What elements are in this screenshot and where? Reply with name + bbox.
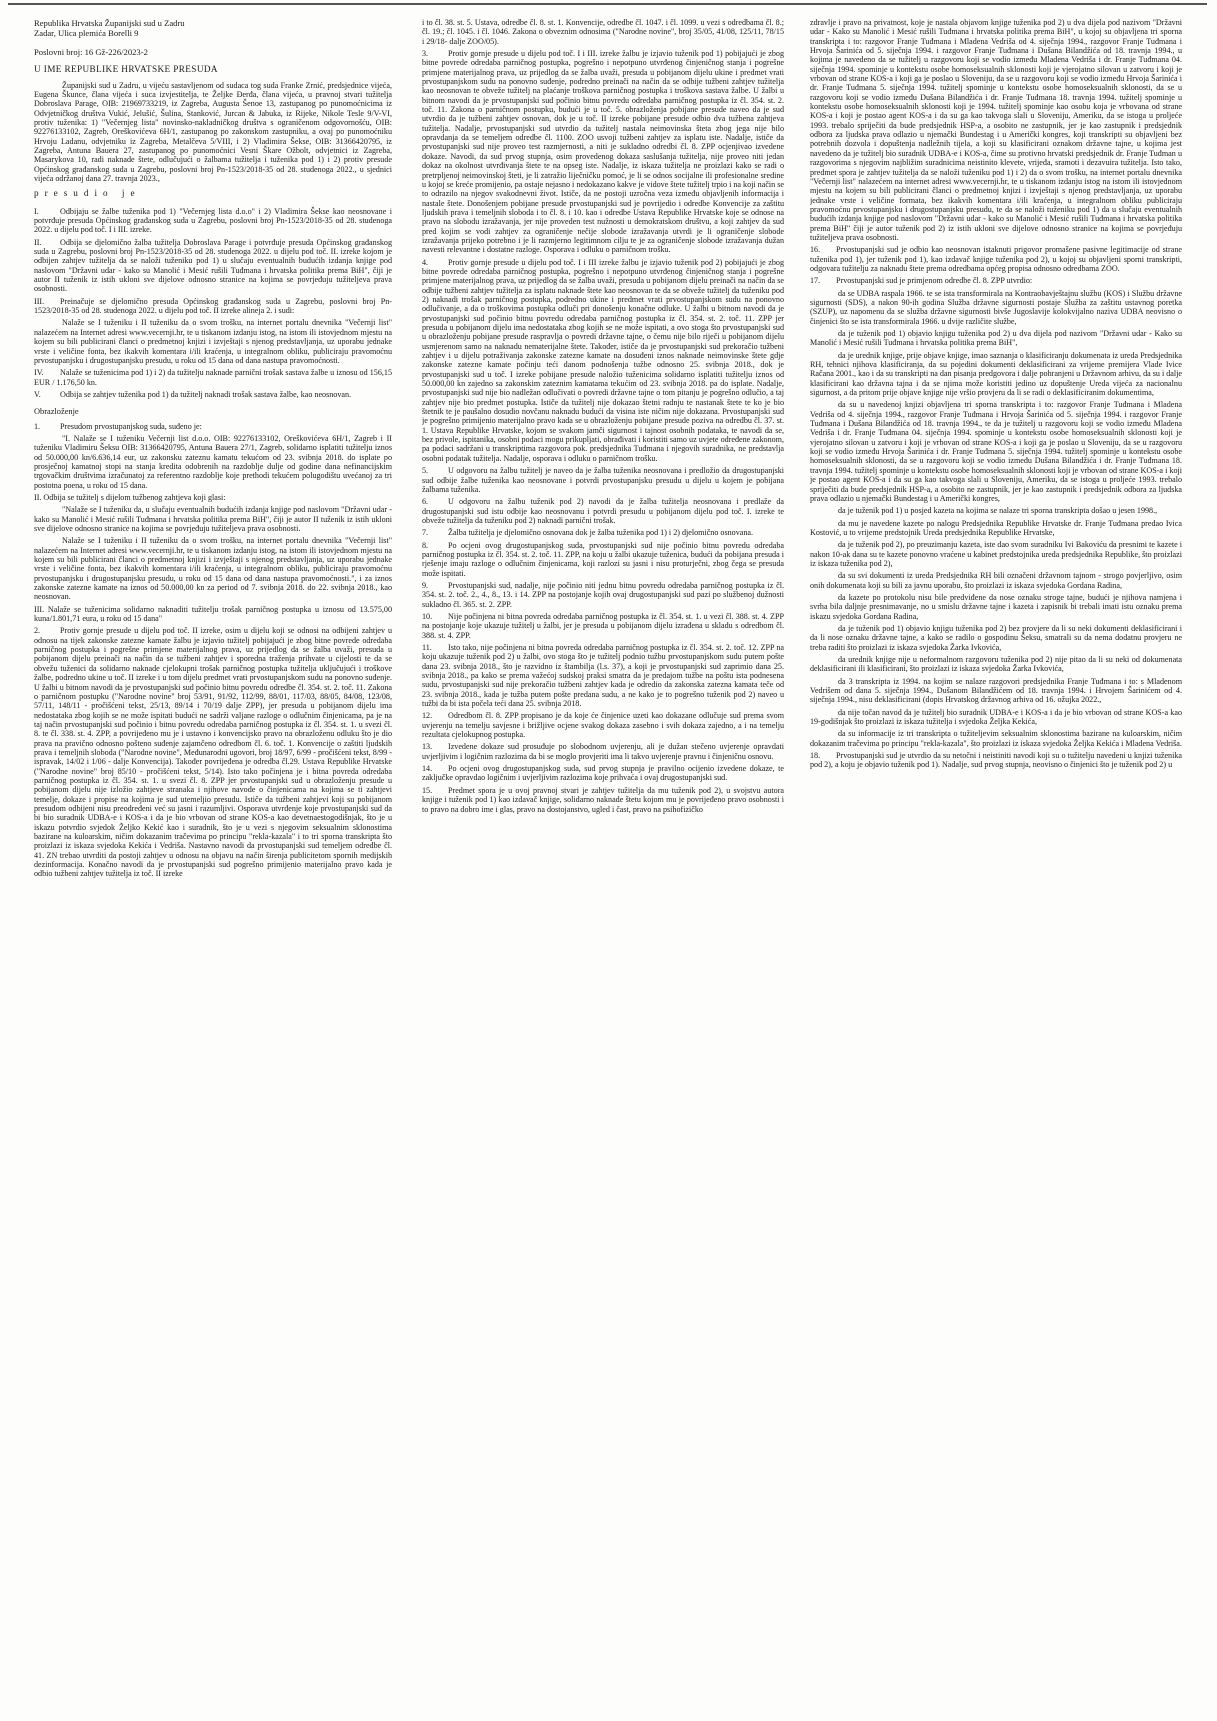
finding-item: da se UDBA raspala 1966. te se ista transformirala na Kontraobavještajnu službu (KOS) i Službu državne sigurnosti (SDS), a nakon 90-ih godina Služba državne sigurnosti postaje Služba za zaštitu ustavnog poretka (SZUP), uz napomenu da se služba državne sigurnosti bivše Jugoslavije kolokvijalno naziva UDBA neovisno o činjenici što se ista transformirala 1966. u dvije različite službe,	[810, 288, 1182, 326]
finding-item: da urednik knjige nije u neformalnom razgovoru tuženika pod 2) nije pitao da li su neki od dokumenata deklasificirani ili klasificirani, što proizlazi iz iskaza svjedoka Žarka Ivkovića,	[810, 655, 1182, 674]
item-I	[34, 207, 392, 235]
finding-item: da je urednik knjige, prije objave knjige, imao saznanja o klasificiranju dokumenata iz ureda Predsjednika RH, tehnici njihova klasificiranja, da su pojedini dokumenti deklasificirani za vrijeme premijera Vlade Ivice Račana 2001., kao i da su transkripti na dan pisanja predgovora i dalje pohranjeni u Državnom arhivu, da su i dalje klasificirani kao državna tajna i da se njima može koristiti jedino uz dopuštenje Ureda vijeća za nacionalnu sigurnost, a da pritom prije objave knjige nije vršio provjeru da li se radi o deklasificiranim dokumentima,	[810, 350, 1182, 398]
item-III-quote: Nalaže se I tuženiku i II tuženiku da o svom trošku, na internet portalu dnevnika "Večernji list" nalazećem na Internet adresi www.vecernji.hr, te u tiskanom izdanju istog, na istom ili istovjednom mjestu na kojem su bili publicirani članci o predmetnoj knjizi i izvještaji s njenog predstavljanja, uz uporabu jednake vrste i veličine fonta, bez ikakvih komentara i/ili kraćenja, u integralnom obliku, publiciraju pravomoćnu prvostupanjsku i drugostupanjsku presudu, u roku od 15 dana od dana nastupa pravomoćnosti.	[34, 318, 392, 365]
paragraph-number: 8.	[422, 540, 429, 550]
paragraph-text: Nije počinjena ni bitna povreda odredaba parničnog postupka iz čl. 354. st. 1. u vezi čl. 388. st. 4. ZPP na postojanje koje ukazuje tužitelj u žalbi, jer je presuda u pobijanom dijelu izrađena u skladu s odredbom čl. 388. st. 4. ZPP.	[422, 611, 784, 640]
paragraph-text: Protiv gornje presude u dijelu pod toč. II izreke, osim u dijelu koji se odnosi na odbijeni zahtjev u odnosu na tijek zakonske zatezne kamate žalbu je izjavio tužitelj pobijajući je zbog bitne povrede odredaba parničnog postupka i pogrešne primjene materijalnog prava, uz prijedlog da se žalba uvaži, presuda u pobijanom dijelu preinači na način da se tužbeni zahtjev i sporedna traženja prihvate u cijelosti te da se obvežu tuženici da solidarno naknade cjelokupni trošak parničnog postupka tužitelja uključujući i troškove žalbe, podredno ukine u toč. II izreke i u tom dijelu predmet vrati prvostupanjskom sudu na ponovno suđenje. U žalbi u bitnom navodi da je prvostupanjski sud počinio bitnu povredu odredbe čl. 354. st. 2. toč. 11. Zakona o parničnom postupku ("Narodne novine" broj 53/91, 91/92, 112/99, 88/01, 117/03, 88/05, 84/08, 123/08, 57/11, 148/11 - pročišćeni tekst, 25/13, 89/14 i 70/19 dalje ZPP), jer presuda u pobijanom dijelu ima nedostataka zbog kojih se ne može ispitati budući ne sadrži valjane razloge o odlučnim činjenicama, pa je na taj način prvostupanjski sud počinio i bitnu povredu odredaba parničnog postupka iz čl. 354. st. 1. u svezi čl. 8. te čl. 338. st. 4. ZPP, a povrijeđeno mu je i ustavno i konvencijsko pravo na obrazloženu odluku što je dio prava na pravično odnosno pošteno suđenje zajamčeno odredbom čl. 6. toč. 1. Konvencije o zaštiti ljudskih prava i temeljnih sloboda ("Narodne novine", Međunarodni ugovori, broj 18/97, 6/99 - pročišćeni tekst, 8/99 - ispravak, 14/02 i 1/06 - dalje Konvencija). Također povrijeđena je odredba čl.29. Ustava Republike Hrvatske ("Narodne novine" broj 85/10 - pročišćeni tekst, 5/14). Isto tako počinjena je i bitna povreda odredaba parničnog postupka iz čl. 354. st. 1. u svezi čl. 8. ZPP jer prvostupanjski sud u obrazloženju presude u pobijanom dijelu nije izložio zahtjeve stranaka i njihove navode o činjenicama na kojima se ti zahtjevi temelje, dokaze i propise na kojima je sud utemeljio presudu. Ističe da tužbeni zahtjevi koji su pobijanom presudom odbijeni nisu preodređeni već su jasni i razumljivi. Osporava utvrđenje koje prvostupanjski sud da bi bio suradnik UDBA-e i KOS-a i da je bio vrbovan od strane KOS-a kao devetnaestogodišnjak, što je u iskazu potvrdio svjedok Željko Kekić kao i suradnik, što je u vezi s njegovim seksualnim sklonostima bazirane na kuloarskim, ničim dokazanim tračevima po principu "rekla-kazala" i to tri sporna transkripta što proizlazi iz iskaza svjedoka Kekića i Vedriša. Nastavno navodi da prvostupanjski sud temeljem odredbe čl. 41. ZN trebao utvrditi da postoji zahtjev u odnosu na objavu na način širenja publicitetom spornih medijskih dezinformacija. Konačno navodi da je prvostupanjski sud pogrešno primijenio materijalno pravo kada je odbio tužbeni zahtjev tužitelja iz toč. II izreke	[34, 626, 392, 879]
item-III	[34, 297, 392, 316]
paragraph-3	[422, 49, 784, 255]
paragraph-text: Po ocjeni ovog drugostupanjskog suda, prvostupanjski sud nije počinio bitnu povredu odredaba parničnog postupka iz čl. 354. st. 2. toč. 11. ZPP, na koju u žalbi ukazuje tuženica, budući da pobijana presuda i rješenje imaju razloge o odlučnim činjenicama, koji razlozi su jasni i nisu proturječni, zbog čega se presuda može ispitati.	[422, 540, 784, 578]
paragraph-17	[810, 276, 1182, 285]
column-middle	[422, 18, 784, 1713]
quote-III: III. Nalaže se tuženicima solidarno naknaditi tužitelju trošak parničnog postupka u iznosu od 13.575,00 kuna/1.801,71 eura, u roku od 15 dana"	[34, 604, 392, 624]
paragraph-number: 18.	[810, 751, 821, 761]
court-header	[34, 18, 392, 57]
item-text: Odbija se zahtjev tuženika pod 1) da tužitelj naknadi trošak sastava žalbe, kao neosnovan.	[60, 389, 352, 399]
paragraph-11	[422, 643, 784, 708]
quote-I: "I. Nalaže se I tuženiku Večernji list d.o.o. OIB: 92276133102, Oreškovićeva 6H/1, Zagreb i II tuženiku Vladimiru Šeksu OIB: 31366420795, Antuna Bauera 27/1, Zagreb, solidarno isplatiti tužitelju iznos od 50.000,00 kn/6.636,14 eur, uz zakonsku zateznu kamatu tekućom od 23. svibnja 2018. do isplate po prosječnoj kamatnoj stopi na stanja kredita odobrenih na razdoblje dulje od godine dana nefinancijskim trgovačkim društvima izračunatoj za referentno razdoblje koje prethodi tekućem polugodištu uvećanoj za tri postotna poena, u roku od 15 dana.	[34, 433, 392, 490]
paragraph-9	[422, 581, 784, 609]
scan-top-edge	[8, 3, 1207, 5]
judgment-title: U IME REPUBLIKE HRVATSKE PRESUDA	[34, 64, 218, 75]
paragraph-text: U odgovoru na žalbu tuženik pod 2) navodi da je žalba tužitelja neosnovana i predlaže da drugostupanjski sud istu odbije kao neosnovanu i potvrdi presudu u pobijanom dijelu pod toč. I. izreke te obveže tužitelja da tuženiku pod 2) naknadi parnični trošak.	[422, 497, 784, 525]
finding-item: da je tuženik pod 2), po preuzimanju kazeta, iste dao svom suradniku Ivi Bakoviću da presnimi te kazete i nakon 10-ak dana su te kazete ponovno vraćene u kabinet predstojnika ureda predsjednika Republike, što proizlazi iz iskaza tuženika pod 2),	[810, 540, 1182, 568]
quote-II-a: "Nalaže se I tuženiku da, u slučaju eventualnih budućih izdanja knjige pod naslovom "Državni udar - kako su Manolić i Mesić rušili Tuđmana i hrvatska politika prema BiH", čiji je autor II tuženik iz istih ukloni sve dijelove odnosno stranice na kojima se povrjeđuju tužiteljeva prava osobnosti.	[34, 505, 392, 533]
paragraph-14	[422, 764, 784, 783]
paragraph-text: Isto tako, nije počinjena ni bitna povreda odredaba parničnog postupka iz čl. 354. st. 2. toč. 12. ZPP na koju ukazuje tuženik pod 2) u žalbi, ovo stoga što je tužitelj podnio tužbu prvostupanjskom sudu putem pošte dana 23. svibnja 2018., što je razvidno iz štambilja (l.s. 37), a koji je prvostupanjski sud zaprimio dana 25. svibnja 2018., pa kako se prema važećoj sudskoj praksi smatra da je predajom tužbe na poštu ista podnesena sudu, prvostupanjski sud nije prekoračio tužbeni zahtjev kada je odredio da zakonska zatezna kamata teče od 23. svibnja 2018., kada je tužba putem pošte predana sudu, a ne kako je to pogrešno tuženik pod 2) naveo u tužbi da bi ista počela teći dana 25. svibnja 2018.	[422, 643, 784, 709]
paragraph-15	[422, 786, 784, 814]
paragraph-6	[422, 497, 784, 525]
paragraph-text: Protiv gornje presude u dijelu pod toč. I i III izreke žalbu je izjavio tuženik pod 2) pobijajući je zbog bitne povrede odredaba parničnog postupka, pogrešno i nepotpuno utvrđenog činjeničnog stanja i pogrešne primjene materijalnog prava, uz prijedlog da se žalba uvaži, presuda u pobijanom dijelu preinači na način da se odbije tužbeni zahtjev tužitelja za isplatu naknade štete kao neosnovan te da se obveže tužitelj da tuženiku pod 2) naknadi trošak parničnog postupka, podredno ukine i predmet vrati prvostupanjskom sudu na ponovno odlučivanje, a da o troškovima postupka odluči pri donošenju konačne odluke. U žalbi u bitnom navodi da je prvostupanjski sud počinio bitnu povredu odredaba parničnog postupka iz čl. 354. st. 2. toč. 11. ZPP jer presuda u pobijanom dijelu ima nedostataka zbog kojih se ne može ispitati, a ovo stoga što prvostupanjski sud u obrazloženju pobijane presude raspravlja o povredi državne tajne, o čemu nije bilo riječi u pobijanom dijelu usmjerenom samo na naknadu nematerijalne štete. Također, ističe da je prvostupanjski sud prekoračio tužbeni zahtjev i u dijelu potraživanja zakonske zatezne kamate na dosuđeni iznos naknade neimovinske štete gdje zakonske zatezne kamate počinju teći danom podnošenja tužbe odnosno 25. svibnja 2018., dok je prvostupanjski sud u toč. I izreke pobijane presude naložio tuženicima solidarno isplatiti tužitelju iznos od 50.000,00 kn zajedno sa zakonskim zateznim kamatama tekućim od 23. svibnja 2018. pa do isplate. Nadalje, prvostupanjski sud nije bio nadležan odlučivati o povredi državne tajne o tom pitanju je pogrešno odlučio, a taj zahtjev nije bio predmet postupka. Ističe da tužitelj nije dokazao štetni radnju te nastanak štete te ko je bio štetnik te je paušalno dosudio novčanu naknadu budući da visina iste ničim nije dokazana. Prvostupanjski sud je pogrešno primijenio materijalno pravo kada se u obrazloženju pobijane presude poziva na odredbu čl. 37. st. 1. Ustava Republike Hrvatske, kojom se svakom jamči sigurnost i tajnost osobnih podataka, te navodi da se, bez privole, ispitanika, osobni podaci mogu prikupljati, obrađivati i koristiti samo uz uvjete određene zakonom, pa podaci sadržani u transkriptima razgovora pok. predsjednika Tuđmana i njegovih suradnika, ne predstavlja osobni podatak tužitelja. Nadalje, osporava i odluku o parničnom trošku.	[422, 257, 784, 463]
paragraph-13	[422, 742, 784, 761]
finding-item: da kazete po protokolu nisu bile predviđene da nose oznaku stroge tajne, budući je njihova namjena i svrha bila daljnje presnimavanje, no u smislu državne tajne i kazeta i zapisnik bi trebali imati istu oznaku prema iskazu svjedoka Gordana Radina,	[810, 592, 1182, 621]
paragraph-4	[422, 258, 784, 464]
column-right	[810, 18, 1182, 1713]
intro-paragraph: Županijski sud u Zadru, u vijeću sastavljenom od sudaca tog suda Franke Zrnić, predsjednice vijeća, Eugena Škunce, člana vijeća i suca izvjestitelja, te Željke Đerđa, člana vijeća, u pravnoj stvari tužitelja Dobroslava Parage, OIB: 21969733219, iz Zagreba, Augusta Šenoe 13, zastupanog po punomoćnicima iz Odvjetničkog društva Vukić, Jelušić, Šulina, Stanković, Jurcan & Jabuka, iz Rijeke, Nikole Tesle 9/V-VI, protiv tuženika: 1) "Večernjeg lista" novinsko-nakladničkog društva s ograničenom odgovornošću, OIB: 92276133102, Zagreb, Oreškovićeva 6H/1, zastupanog po zakonskom zastupniku, a ovaj po punomoćniku Hrvoju Ladanu, odvjetniku iz Zagreba, Metalčeva 5/VIII, i 2) Vladimira Šekse, OIB: 31366420795, iz Zagreba, Antuna Bauera 27, zastupanog po punomoćnici Vesni Škare Ožbolt, odvjetnici iz Zagreba, Masarykova 10, radi naknade štete, odlučujući o žalbama tužitelja i tuženika pod 1) i 2) protiv presude Općinskog građanskog suda u Zagrebu, poslovni broj Pn-1523/2018-35 od 28. studenoga 2022., u sjednici vijeća održanoj dana 27. travnja 2023.,	[34, 80, 392, 183]
finding-item: da su svi dokumenti iz ureda Predsjednika RH bili označeni državnom tajnom - strogo povjerljivo, osim onih dokumenata koji su bili za javnu uporabu, što proizlazi iz iskaza svjedoka Gordana Radina,	[810, 571, 1182, 590]
item-II	[34, 238, 392, 294]
item-number: IV.	[34, 368, 44, 378]
paragraph-number: 11.	[422, 643, 432, 652]
paragraph-number: 5.	[422, 466, 429, 476]
paragraph-10	[422, 612, 784, 640]
paragraph-15-continued: zdravlje i pravo na privatnost, koje je nastala objavom knjige tuženika pod 2) u dva dijela pod nazivom "Državni udar - Kako su Manolić i Mesić rušili Tuđmana i hrvatska politika prema BiH", u kojoj su objavljena tri sporna transkripta i to: razgovor Franje Tuđmana i Mladena Vedriša od 4. siječnja 1994., razgovor Franje Tuđmana i Hrvoja Šarinića od 5. siječnja 1994. i razgovor Franje Tuđmana i Dušana Bilandžića od 18. travnja 1994., u kojima je navedeno da se tužitelj u razgovoru koji se vodio između Mladena Vedriša i dr. Franje Tuđmana 04. siječnja 1994. spominje u kontekstu osobe homoseksualnih sklonosti koji je vjerojatno silovan u zatvoru i koji je vrbovan od strane KOS-a i koji ga je poslao u Sloveniju, da se u razgovoru koji se vodio između Hrvoja Šarinića i dr. Franje Tuđmana 5. siječnja 1994. tužitelj spominje u kontekstu osobe homoseksualnih sklonosti, da se u razgovoru koji se vodio između Dušana Bilandžića i dr. Franje Tuđmana 18. travnja 1994. tužitelj spominje u kontekstu osobe homoseksualnih sklonosti koji je 1994. tužitelj spominje kao osobu koja je vrbovana od strane KOS-a i koji je postao agent KOS-a i da su ga kao takvoga slali u Sloveniju, Ameriku, da se istoga u proljeće 1993. trebalo spriječiti da bude predsjednik HSP-a, a osobito ne zastupnik, jer je kao zastupnik i predsjednik odbora za ljudska prava odlazio u njemački Bundestag i u Američki kongres, koji transkripti su objavljeni bez potrebnih dozvola i dopuštenja nadležnih tijela, a koji su klasificirani oznakom državne tajne, u kojima jest navedeno da je tužitelj bio suradnik UDBA-e i KOS-a, čime su protivno hrvatski predsjednik dr. Franje Tuđman u razgovorima s njegovim najbližim suradnicima neistinito klevete, vrijeđa, sramoti i dezavuira tužitelja. Isto tako, predmet spora je zahtjev tužitelja da se naloži tuženiku pod 1) i 2) da o svom trošku, na internet portalu dnevnika "Večernji list" nalazećem na internet adresi www.vecernji.hr, te u tiskanom izdanju istog na istom ili istovjednom mjestu na kojem su bili publicirani članci o predmetnoj knjizi i izvještaji s njenog predstavljanja, uz uporabu jednake vrste i veličine formata, bez ikakvih komentara i/ili kraćenja, u integralnom obliku publiciraju pravomoćnu prvostupanjsku i drugostupanjsku presudu, te da se naloži tuženiku pod 1) da u slučaju eventualnih budućih izdanja knjige pod naslovom "Državni udar - kako su Manolić i Mesić rušili Tuđmana i hrvatska politika prema BiH" čiji je autor tuženik pod 2) iz istih ukloni sve dijelove odnosno stranice na kojima se povrjeđuju tužiteljeva prava osobnosti.	[810, 18, 1182, 242]
paragraph-number: 4.	[422, 257, 429, 267]
court-address: Zadar, Ulica plemića Borelli 9	[34, 28, 139, 39]
paragraph-text: Odredbom čl. 8. ZPP propisano je da koje će činjenice uzeti kao dokazane odlučuje sud prema svom uvjerenju na temelju savjesne i brižljive ocjene svakog dokaza zasebno i svih dokaza zajedno, a i na temelju rezultata cjelokupnog postupka.	[422, 711, 784, 740]
item-number: II.	[34, 237, 42, 247]
paragraph-number: 9.	[422, 580, 429, 590]
paragraph-text: Predmet spora je u ovoj pravnoj stvari je zahtjev tužitelja da mu tuženik pod 2), u svojstvu autora knjige i tuženik pod 1) kao izdavač knjige, solidarno naknade štetu kojom mu je povrijeđeno pravo osobnosti i to pravo na dobro ime i glas, pravo na dostojanstvo, ugled i čast, pravo na psihofizičko	[422, 785, 784, 814]
finding-item: da mu je navedene kazete po nalogu Predsjednika Republike Hrvatske dr. Franje Tuđmana predao Ivica Kostović, u to vrijeme predstojnik Ureda predsjednika Republike Hrvatske,	[810, 518, 1182, 537]
paragraph-2-continued: i to čl. 38. st. 5. Ustava, odredbe čl. 8. st. 1. Konvencije, odredbe čl. 1047. i čl. 1099. u vezi s odredbama čl. 8.; čl. 19.; čl. 1045. i čl. 1046. Zakona o obveznim odnosima ("Narodne novine", broj 35/05, 41/08, 125/11, 78/15 i 29/18- dalje ZOO/05).	[422, 18, 784, 46]
quote-II: II. Odbija se tužitelj s dijelom tužbenog zahtjeva koji glasi:	[34, 492, 226, 502]
item-number: III.	[34, 296, 45, 306]
quote-II-b: Nalaže se I tuženiku i II tuženiku da o svom trošku, na internet portalu dnevnika "Večernji list" nalazećem na Internet adresi www.vecernji.hr, te u tiskanom izdanju istog, na istom ili istovjednom mjestu na kojem su bili publicirani članci o predmetnoj knjizi i izvještaji s njenog predstavljanja, uz uporabu jednake vrste i veličine fonta, bez ikakvih komentara i/ili kraćenja, u integralnom obliku, publiciraju pravomoćnu prvostupanjsku i drugostupanjsku presudu, u roku od 15 dana od dana nastupa pravomoćnosti.", i za iznos zakonske zatezne kamate na iznos od 50.000,00 kn za period od 7. svibnja 2018. do 22. svibnja 2018., kao neosnovan.	[34, 536, 392, 602]
finding-item: da je tuženik pod 1) objavio knjigu tuženika pod 2) u dva dijela pod nazivom "Državni udar - Kako su Manolić i Mesić rušili Tuđmana i hrvatska politika prema BiH",	[810, 329, 1182, 348]
paragraph-1	[34, 422, 392, 431]
paragraph-number: 3.	[422, 49, 429, 59]
paragraph-number: 14.	[422, 764, 433, 774]
paragraph-text: Prvostupanjski sud, nadalje, nije počinio niti jednu bitnu povredu odredaba parničnog postupka iz čl. 354. st. 2. toč. 2., 4., 8., 13. i 14. ZPP na postojanje kojih ovaj drugostupanjski sud pazi po službenoj dužnosti sukladno čl. 365. st. 2. ZPP.	[422, 580, 784, 609]
reasoning-heading: Obrazloženje	[34, 407, 79, 417]
item-text: Odbija se djelomično žalba tužitelja Dobroslava Parage i potvrđuje presuda Općinskog građanskog suda u Zagrebu, poslovni broj Pn-1523/2018-35 od 28. studenoga 2022. u dijelu pod toč. II. izreke kojom je odbijen zahtjev tužitelja da se naloži tuženiku pod 1) u slučaju eventualnih budućih izdanja knjige pod naslovom "Državni udar - kako su Manolić i Mesić rušili Tuđmana i hrvatska politika prema BiH", čiji je autor II tuženik iz istih ukloni sve dijelove odnosno stranice na kojima se povrjeđuju tužiteljeva prava osobnosti.	[34, 237, 392, 294]
court-name: Republika Hrvatska Županijski sud u Zadru	[34, 18, 185, 28]
paragraph-number: 13.	[422, 742, 433, 752]
item-IV	[34, 368, 392, 387]
paragraph-text: Po ocjeni ovog drugostupanjskog suda, sud prvog stupnja je pravilno ocijenio izvedene dokaze, te zaključke opravdao logičnim i uvjerljivim razlozima koje prihvaća i ovaj drugostupanjski sud.	[422, 764, 784, 783]
paragraph-number: 15.	[422, 785, 433, 795]
paragraph-text: Prvostupanjski sud je odbio kao neosnovan istaknuti prigovor promašene pasivne legitimacije od strane tuženika pod 1), jer tuženik pod 1), kao izdavač knjige tuženika pod 2), u kojoj su objavljeni sporni transkripti, odgovara tužitelju za naknadu štete prema odredbama općeg propisa odnosno odredbama ZOO.	[810, 245, 1182, 273]
paragraph-text: U odgovoru na žalbu tužitelj je naveo da je žalba tuženika neosnovana i predložio da drugostupanjski sud odbije žalbe tuženika kao neosnovane i potvrdi prvostupanjsku presudu u dijelu u kojem je pobijana žalbama tuženika.	[422, 466, 784, 494]
item-number: V.	[34, 389, 41, 399]
case-number: Poslovni broj: 16 Gž-226/2023-2	[34, 46, 148, 57]
paragraph-text: Izvedene dokaze sud prosuđuje po slobodnom uvjerenju, ali je dužan stečeno uvjerenje opravdati uvjerljivim i logičnim razlozima da bi se moglo provjeriti ima li takvo uvjerenje pravnu i činjeničnu osnovu.	[422, 742, 784, 761]
finding-item: da nije točan navod da je tužitelj bio suradnik UDBA-e i KOS-a i da je bio vrbovan od strane KOS-a kao 19-godišnjak što proizlazi iz iskaza tužitelja i svjedoka Željka Kekića,	[810, 707, 1182, 727]
paragraph-text: Žalba tužitelja je djelomično osnovana dok je žalba tuženika pod 1) i 2) djelomično osnovana.	[448, 528, 753, 538]
finding-item: da je tuženik pod 1) objavio knjigu tuženika pod 2) bez provjere da li su neki dokumenti deklasificirani i da li nose oznaku državne tajne, a kako se radilo o gospodinu Šeksu, smatrali su da nema dodatnu provjeru ne treba raditi što proizlazi iz iskaza svjedoka Žarka Ivkovića,	[810, 623, 1182, 652]
paragraph-7	[422, 528, 784, 537]
paragraph-number: 2.	[34, 626, 41, 636]
paragraph-5	[422, 466, 784, 494]
item-V	[34, 390, 392, 399]
paragraph-text: Presudom prvostupanjskog suda, suđeno je:	[60, 421, 202, 431]
paragraph-16	[810, 245, 1182, 273]
finding-item: da su u navedenoj knjizi objavljena tri sporna transkripta i to: razgovor Franje Tuđmana i Mladena Vedriša od 4. siječnja 1994., razgovor Franje Tuđmana i Hrvoja Šarinića od 5. siječnja 1994. i razgovor Franje Tuđmana i Dušana Bilandžića od 18. travnja 1994., te da je tužitelj u razgovoru koji se vodio između Mladena Vedriša i dr. Franje Tuđmana 04. siječnja 1994. spominje u kontekstu osobe homoseksualnih sklonosti koji je vjerojatno silovan u zatvoru i koji je vrbovan od strane KOS-a i koji ga je poslao u Sloveniju, da se u razgovoru koji se vodio između Hrvoja Šarinića i dr. Franje Tuđmana 5. siječnja 1994. tužitelj spominje u kontekstu osobe homoseksualnih sklonosti, da se u razgovoru koji se vodio između Dušana Bilandžića i dr. Franje Tuđmana 18. travnja 1994. tužitelj spominje u kontekstu osobe homoseksualnih sklonosti koji je vrbovan od strane KOS-a i koji je postao agent KOS-a i da su ga kao takvoga slali u Sloveniju, Ameriku, da se istoga u proljeće 1993. trebalo spriječiti da bude predsjednik HSP-a, a osobito ne zastupnik, jer je kao zastupnik i predsjednik odbora za ljudska prava odlazio u njemački Bundestag i u Američki kongres,	[810, 400, 1182, 503]
paragraph-number: 10.	[422, 611, 433, 621]
finding-item: da je tuženik pod 1) u posjed kazeta na kojima se nalaze tri sporna transkripta došao u jesen 1998.,	[838, 506, 1158, 516]
paragraph-text: Prvostupanjski sud je primjenom odredbe čl. 8. ZPP utvrdio:	[836, 276, 1033, 286]
column-left	[34, 18, 392, 1713]
paragraph-number: 1.	[34, 421, 41, 431]
paragraph-8	[422, 541, 784, 578]
item-number: I.	[34, 206, 39, 216]
paragraph-number: 6.	[422, 497, 429, 507]
paragraph-18	[810, 751, 1182, 770]
finding-item: da 3 transkripta iz 1994. na kojim se nalaze razgovori predsjednika Franje Tuđmana i to: s Mladenom Vedrišem od dana 5. siječnja 1994., Dušanom Bilandžićem od 18. travnja 1994. i Hrvojem Šarinićem od 4. siječnja 1994., nisu deklasificirani (dopis Hrvatskog državnog arhiva od 16. ožujka 2022.,	[810, 676, 1182, 705]
finding-item: da su informacije iz tri transkripta o tužiteljevim seksualnim sklonostima bazirane na kuloarskim, ničim dokazanim tračevima po principu "rekla-kazala", što proizlazi iz iskaza svjedoka Željka Kekića i Mladena Vedriša.	[810, 729, 1182, 748]
paragraph-text: Protiv gornje presude u dijelu pod toč. I i III. izreke žalbu je izjavio tuženik pod 1) pobijajući je zbog bitne povrede odredaba parničnog postupka, pogrešno i nepotpuno utvrđenog činjeničnog stanja i pogrešne primjene materijalnog prava, uz prijedlog da se žalba uvaži, presuda u pobijanom dijelu ukine i predmet vrati prvostupanjskom sudu na ponovno suđenje, podredno preinači na način da se odbije tužbeni zahtjev tužitelja kao neosnovan te obveže tužitelj na plaćanje troškova parničnog postupka i troškova sastava žalbe. U žalbi u bitnom navodi da je prvostupanjski sud počinio bitnu povredu odredaba parničnog postupka iz čl. 354. st. 2. toč. 11. Zakona o parničnom postupku, budući je u toč. 5. obrazloženja pobijane presude naveo da je sud utvrdio da je tužbeni zahtjev osnovan, dok je u toč. II izreke pobijane presude odbio dva tužbena zahtjeva tužitelja. Nadalje, prvostupanjski sud utvrdio da tužitelj nastala neimovinska šteta zbog jega nije bilo opravdanja da se temeljem odredbe čl. 1100. ZOO usvoji tužbeni zahtjev za isplatu iste. Nadalje, ističe da prvostupanjski sud nije proveo test razmjernosti, a niti je sukladno odredbi čl. 8. ZPP ocjenjivao izvedene dokaze. Navodi, da sud prvog stupnja, osim provedenog dokaza saslušanja tužitelja, nije proveo niti jedan dokaz na okolnost utvrđivanja štete te na opseg iste. Nadalje, iz iskaza tužitelja ne proizlazi kako se radi o pretrpljenoj neimovinskoj šteti, je li zatražio liječničku pomoć, je li se odnos socijalne ili profesionalne sredine u kojoj se kreće promijenio, pa ostaje nejasno i nedokazano kakve je vidove štete tužitelj trpio i na koji način se to odrazilo na njegov svakodnevni život. Ističe, da ne postoji uzročna veza između objavljenih informacija i nastale štete. Donošenjem pobijane presude prvostupanjski sud je povrijedio i odredbe Konvencije za zaštitu ljudskih prava i temeljnih sloboda i to čl. 8. i 10. kao i odredbe Ustava Republike Hrvatske koje se odnose na pravo na slobodu izražavanja, jer nije proveden test nužnosti u demokratskom društvu, a koji zahtjev da sud pred kojim se vodi zahtjev za ograničenje nečije slobode izražavanja utvrdi je li ograničenje slobode izražavanja prijeko potrebno i je li razmjerno legitimnom cilju te je za ograničenje slobode izražavanja dužan navesti relevantne i dostatne razloge. Osporava i odluku o parničnom trošku.	[422, 49, 784, 255]
paragraph-text: Prvostupanjski sud je utvrdio da su netočni i neistiniti navodi koji su o tužitelju navedeni u knjizi tuženika pod 2), a koju je objavio tuženik pod 1). Nadalje, sud prvog stupnja, neovisno o činjenici što je tuženik pod 2) u	[810, 751, 1182, 770]
paragraph-number: 17.	[810, 276, 821, 286]
paragraph-number: 12.	[422, 711, 433, 721]
item-text: Odbijaju se žalbe tuženika pod 1) "Večernjeg lista d.o.o" i 2) Vladimira Šekse kao neosnovane i potvrđuje presuda Općinskog građanskog suda u Zagrebu, poslovni broj Pn-1523/2018-35 od 28. studenoga 2022. u dijelu pod toč. I i III. izreke.	[34, 206, 392, 235]
item-text: Preinačuje se djelomično presuda Općinskog građanskog suda u Zagrebu, poslovni broj Pn-1523/2018-35 od 28. studenoga 2022. u dijelu pod toč. II izreke alineja 2. i sudi:	[34, 296, 392, 316]
paragraph-12	[422, 711, 784, 739]
presudio-heading: presudio je	[34, 188, 141, 199]
paragraph-number: 7.	[422, 528, 429, 538]
item-text: Nalaže se tuženicima pod 1) i 2) da tužitelju naknade parnični trošak sastava žalbe u iznosu od 156,15 EUR / 1.176,50 kn.	[34, 368, 392, 387]
paragraph-number: 16.	[810, 245, 821, 255]
paragraph-2	[34, 626, 392, 878]
